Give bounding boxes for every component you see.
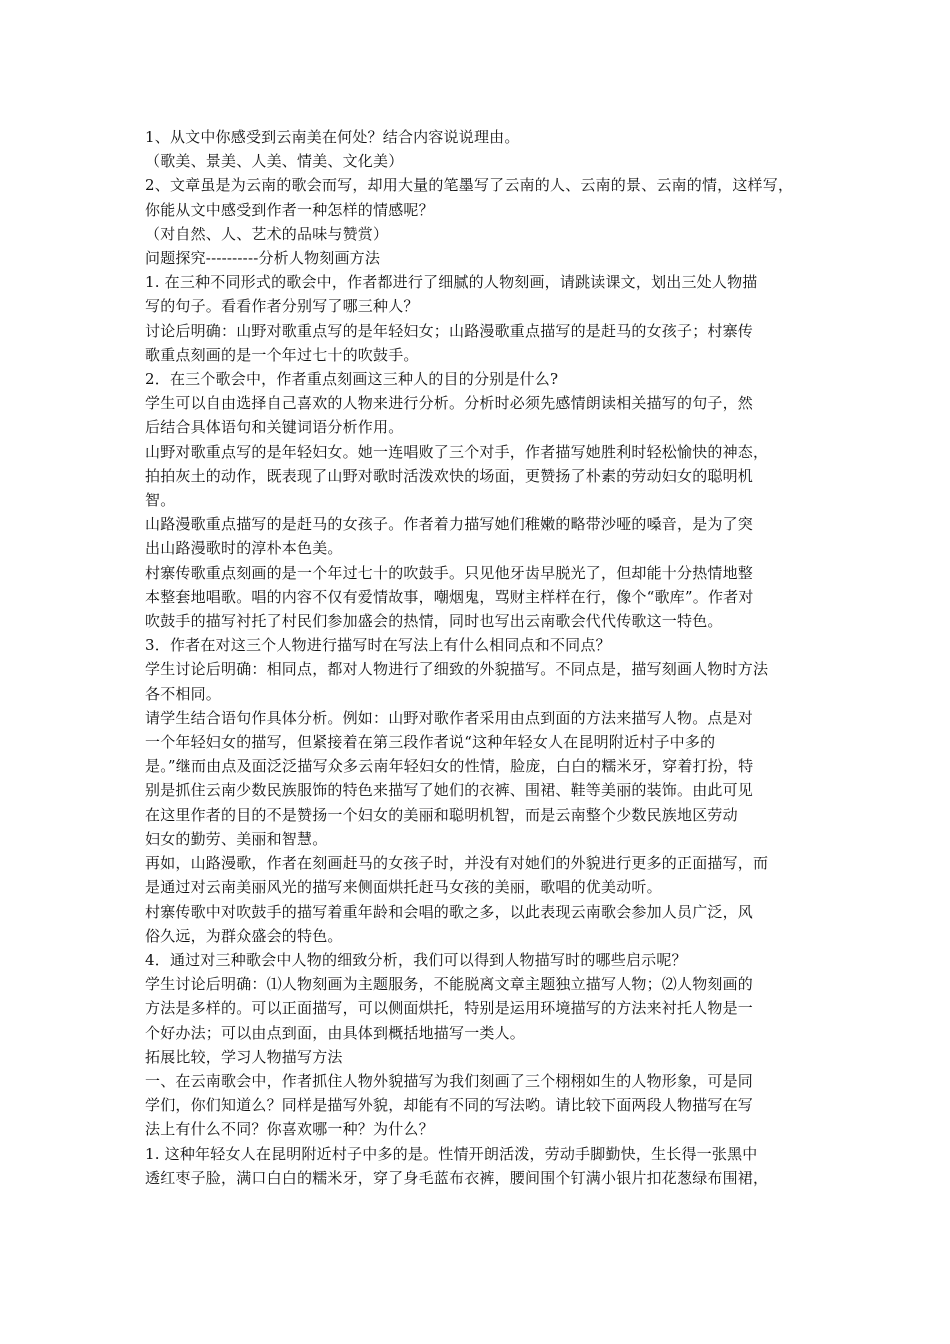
text-line: 拍拍灰土的动作，既表现了山野对歌时活泼欢快的场面，更赞扬了朴素的劳动妇女的聪明机 [145, 466, 754, 485]
text-line: 学生讨论后明确：相同点，都对人物进行了细致的外貌描写。不同点是，描写刻画人物时方法 [145, 660, 769, 679]
text-line: 俗久远，为群众盛会的特色。 [145, 926, 343, 945]
text-line: 智。 [145, 491, 176, 510]
text-line: 村寨传歌重点刻画的是一个年过七十的吹鼓手。只见他牙齿早脱光了，但却能十分热情地整 [145, 563, 754, 582]
text-line: 学生可以自由选择自己喜欢的人物来进行分析。分析时必须先感情朗读相关描写的句子，然 [145, 394, 754, 413]
text-line: 村寨传歌中对吹鼓手的描写着重年龄和会唱的歌之多，以此表现云南歌会参加人员广泛，风 [145, 902, 754, 921]
text-line: 法上有什么不同？你喜欢哪一种？为什么？ [145, 1120, 434, 1139]
text-line: 个好办法；可以由点到面，由具体到概括地描写一类人。 [145, 1023, 526, 1042]
section-heading: 拓展比较，学习人物描写方法 [145, 1047, 343, 1066]
text-line: 妇女的勤劳、美丽和智慧。 [145, 829, 328, 848]
text-line: 一、在云南歌会中，作者抓住人物外貌描写为我们刻画了三个栩栩如生的人物形象，可是同 [145, 1071, 754, 1090]
text-line: （对自然、人、艺术的品味与赞赏） [145, 224, 389, 243]
text-line: 一个年轻妇女的描写，但紧接着在第三段作者说“这种年轻女人在昆明附近村子中多的 [145, 733, 716, 752]
text-line: 歌重点刻画的是一个年过七十的吹鼓手。 [145, 345, 419, 364]
text-line: 后结合具体语句和关键词语分析作用。 [145, 418, 404, 437]
text-line: 山野对歌重点写的是年轻妇女。她一连唱败了三个对手，作者描写她胜利时轻松愉快的神态， [145, 442, 769, 461]
text-line: 1. 这种年轻女人在昆明附近村子中多的是。性情开朗活泼，劳动手脚勤快，生长得一张黑中 [145, 1144, 758, 1163]
text-line: 在这里作者的目的不是赞扬一个妇女的美丽和聪明机智，而是云南整个少数民族地区劳动 [145, 805, 738, 824]
text-line: 出山路漫歌时的淳朴本色美。 [145, 539, 343, 558]
text-line: 请学生结合语句作具体分析。例如：山野对歌作者采用由点到面的方法来描写人物。点是对 [145, 708, 754, 727]
text-line: 本整套地唱歌。唱的内容不仅有爱情故事，嘲烟鬼，骂财主样样在行，像个“歌库”。作者对 [145, 587, 754, 606]
text-line: 2．在三个歌会中，作者重点刻画这三种人的目的分别是什么? [145, 370, 559, 389]
text-line: 学们，你们知道么？同样是描写外貌，却能有不同的写法哟。请比较下面两段人物描写在写 [145, 1096, 754, 1115]
text-line: 透红枣子脸，满口白白的糯米牙，穿了身毛蓝布衣裤，腰间围个钉满小银片扣花葱绿布围裙， [145, 1168, 769, 1187]
text-line: 你能从文中感受到作者一种怎样的情感呢？ [145, 200, 434, 219]
text-line: 3．作者在对这三个人物进行描写时在写法上有什么相同点和不同点？ [145, 636, 611, 655]
text-line: 2、文章虽是为云南的歌会而写，却用大量的笔墨写了云南的人、云南的景、云南的情，这样写， [145, 176, 794, 195]
text-line: 学生讨论后明确：⑴人物刻画为主题服务，不能脱离文章主题独立描写人物；⑵人物刻画的 [145, 975, 754, 994]
text-line: 山路漫歌重点描写的是赶马的女孩子。作者着力描写她们稚嫩的略带沙哑的嗓音，是为了突 [145, 515, 754, 534]
document-body [145, 125, 810, 1190]
text-line: 是。”继而由点及面泛泛描写众多云南年轻妇女的性情，脸庞，白白的糯米牙，穿着打扮，特 [145, 757, 754, 776]
text-line: 1. 在三种不同形式的歌会中，作者都进行了细腻的人物刻画，请跳读课文，划出三处人物描 [145, 273, 758, 292]
text-line: 写的句子。看看作者分别写了哪三种人？ [145, 297, 419, 316]
text-line: 再如，山路漫歌，作者在刻画赶马的女孩子时，并没有对她们的外貌进行更多的正面描写，而 [145, 854, 769, 873]
text-line: （歌美、景美、人美、情美、文化美） [145, 152, 404, 171]
text-line: 4．通过对三种歌会中人物的细致分析，我们可以得到人物描写时的哪些启示呢？ [145, 950, 687, 969]
text-line: 讨论后明确：山野对歌重点写的是年轻妇女；山路漫歌重点描写的是赶马的女孩子；村寨传 [145, 321, 754, 340]
text-line: 各不相同。 [145, 684, 222, 703]
text-line: 方法是多样的。可以正面描写，可以侧面烘托，特别是运用环境描写的方法来衬托人物是一 [145, 999, 754, 1018]
text-line: 1、从文中你感受到云南美在何处？结合内容说说理由。 [145, 128, 520, 146]
text-line: 别是抓住云南少数民族服饰的特色来描写了她们的衣裤、围裙、鞋等美丽的装饰。由此可见 [145, 781, 754, 800]
text-line: 吹鼓手的描写衬托了村民们参加盛会的热情，同时也写出云南歌会代代传歌这一特色。 [145, 612, 723, 631]
text-line: 是通过对云南美丽风光的描写来侧面烘托赶马女孩的美丽，歌唱的优美动听。 [145, 878, 662, 897]
section-heading: 问题探究----------分析人物刻画方法 [145, 249, 381, 268]
